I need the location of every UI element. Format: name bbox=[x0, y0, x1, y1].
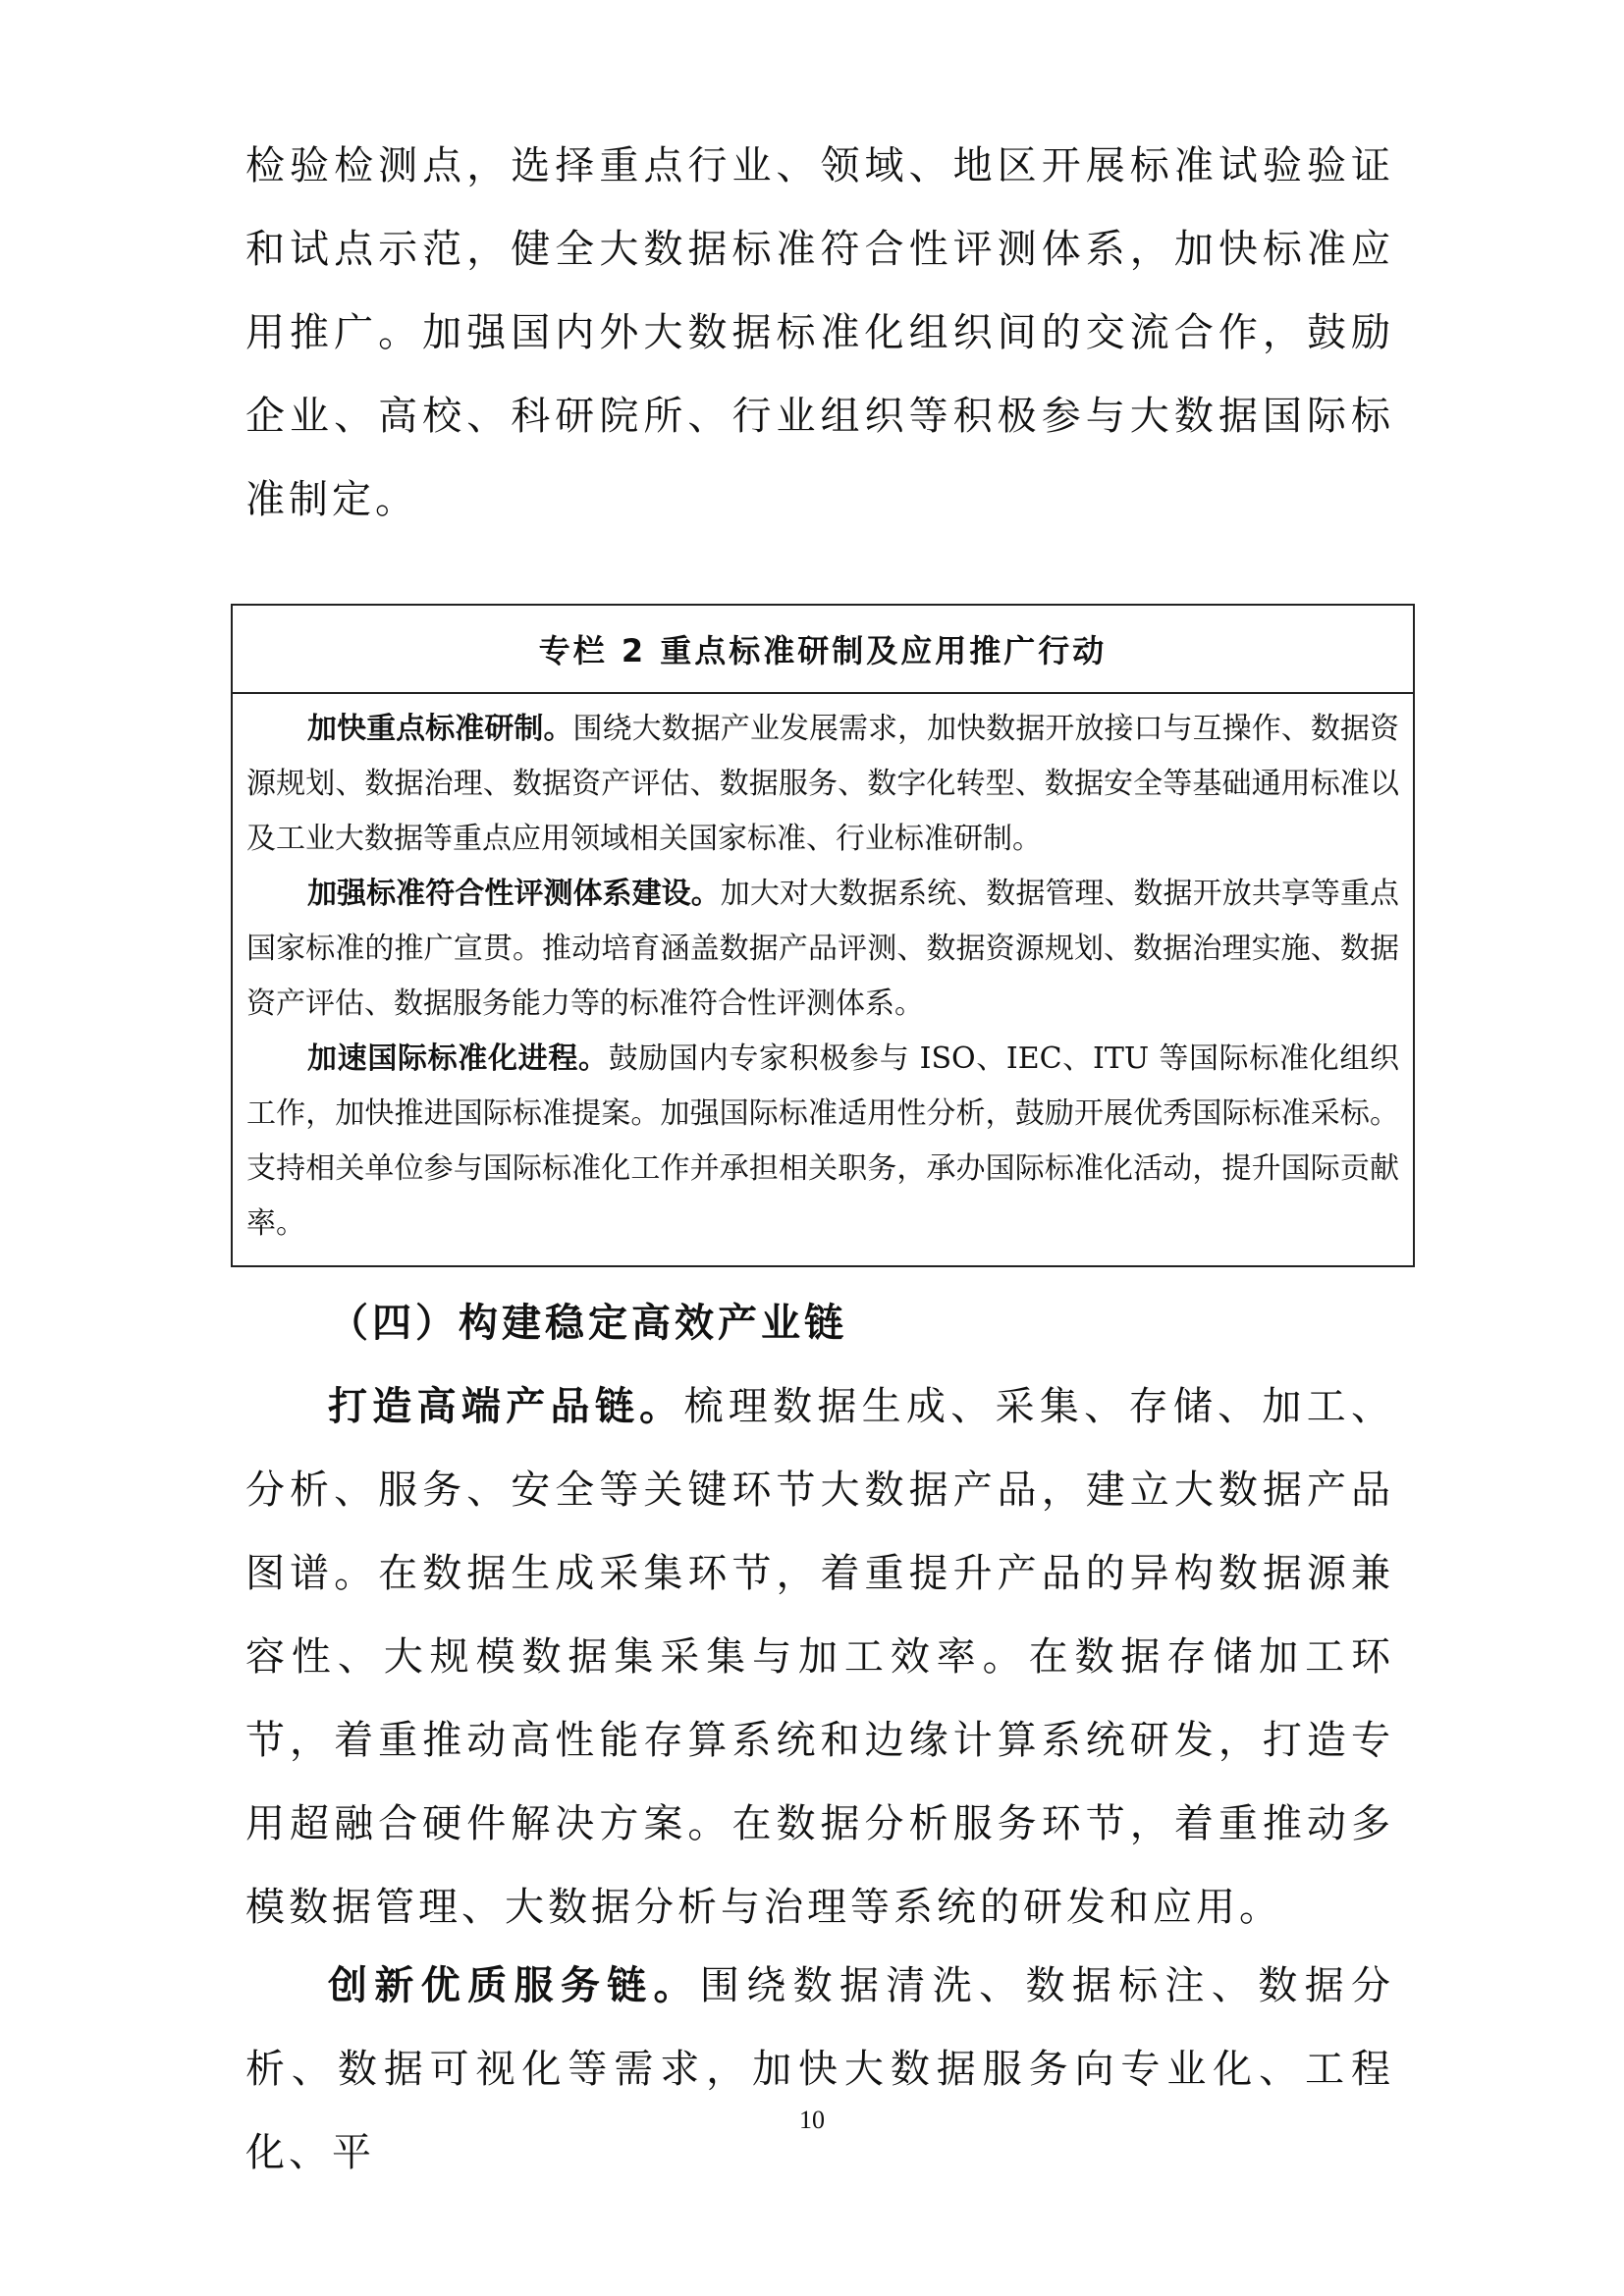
column-box-title: 专栏 2 重点标准研制及应用推广行动 bbox=[233, 606, 1413, 694]
column-item-lead: 加强标准符合性评测体系建设。 bbox=[307, 877, 721, 911]
column-item-text: 围绕大数据产业发展需求，加快数据开放接口与互操作、数据资源规划、数据治理、数据资产评估、数据服务、数字化转型、数据安全等基础通用标准以及工业大数据等重点应用领域相关国家标准、行业标准研制。 bbox=[246, 712, 1399, 856]
column-box-item bbox=[246, 1032, 1399, 1252]
column-box-item bbox=[246, 702, 1399, 867]
section-heading: （四）构建稳定高效产业链 bbox=[329, 1301, 847, 1346]
column-item-lead: 加快重点标准研制。 bbox=[307, 712, 573, 746]
paragraph-text: 围绕数据清洗、数据标注、数据分析、数据可视化等需求，加快大数据服务向专业化、工程化、平 bbox=[245, 1963, 1395, 2175]
intro-paragraph: 检验检测点，选择重点行业、领域、地区开展标准试验验证和试点示范，健全大数据标准符合性评测体系，加快标准应用推广。加强国内外大数据标准化组织间的交流合作，鼓励企业、高校、科研院所、行业组织等积极参与大数据国际标准制定。 bbox=[245, 143, 1394, 522]
body-paragraph bbox=[245, 1945, 1394, 2195]
paragraph-lead: 打造高端产品链。 bbox=[328, 1384, 684, 1429]
column-box bbox=[231, 604, 1415, 1267]
paragraph-text: 梳理数据生成、采集、存储、加工、分析、服务、安全等关键环节大数据产品，建立大数据产品图谱。在数据生成采集环节，着重提升产品的异构数据源兼容性、大规模数据集采集与加工效率。在数据存储加工环节，着重推动高性能存算系统和边缘计算系统研发，打造专用超融合硬件解决方案。在数据分析服务环节，着重推动多模数据管理、大数据分析与治理等系统的研发和应用。 bbox=[245, 1384, 1395, 1930]
page-number: 10 bbox=[799, 2106, 825, 2134]
column-item-lead: 加速国际标准化进程。 bbox=[307, 1041, 609, 1076]
body-paragraph bbox=[245, 1365, 1394, 1949]
column-box-item bbox=[246, 867, 1399, 1032]
paragraph-lead: 创新优质服务链。 bbox=[328, 1963, 700, 2008]
column-box-body bbox=[233, 694, 1413, 1252]
column-item-text: 鼓励国内专家积极参与 ISO、IEC、ITU 等国际标准化组织工作，加快推进国际标准提案。加强国际标准适用性分析，鼓励开展优秀国际标准采标。支持相关单位参与国际标准化工作并承担相关职务，承办国际标准化活动，提升国际贡献率。 bbox=[246, 1041, 1400, 1241]
column-item-text: 加大对大数据系统、数据管理、数据开放共享等重点国家标准的推广宣贯。推动培育涵盖数据产品评测、数据资源规划、数据治理实施、数据资产评估、数据服务能力等的标准符合性评测体系。 bbox=[246, 877, 1400, 1021]
